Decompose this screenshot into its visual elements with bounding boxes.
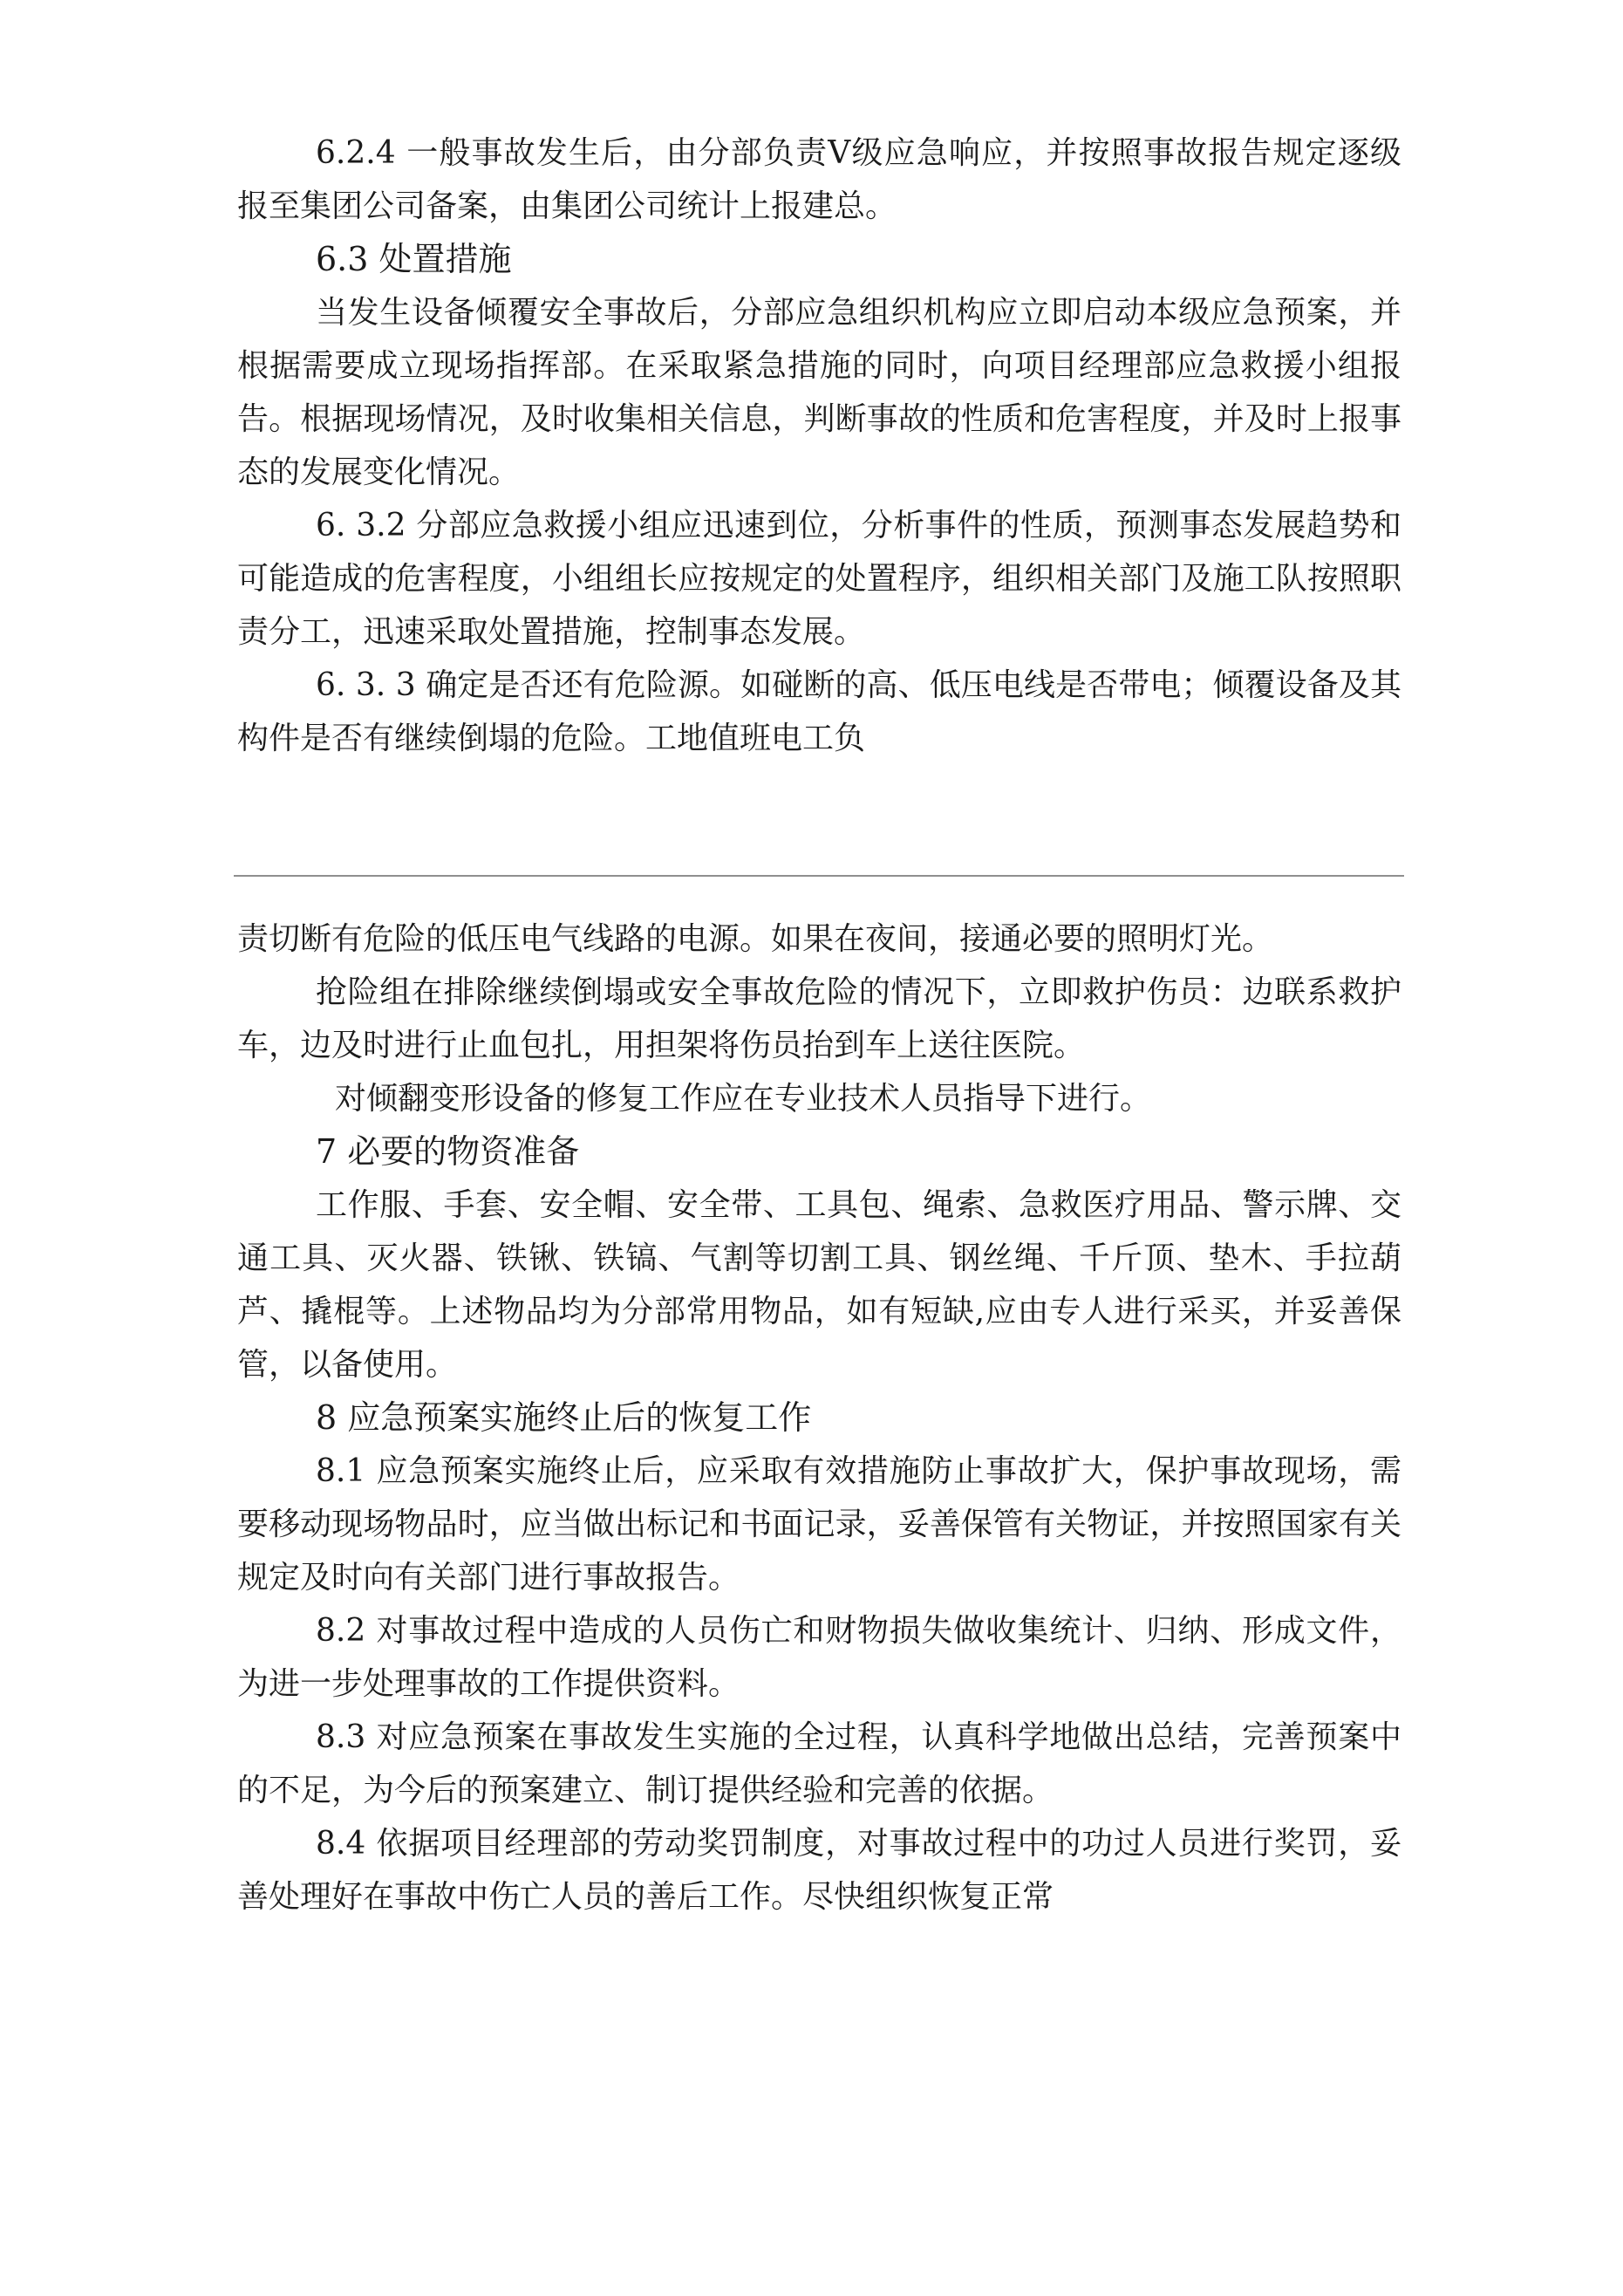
paragraph-8-4: 8.4 依据项目经理部的劳动奖罚制度，对事故过程中的功过人员进行奖罚，妥善处理好在事故中伤亡人员的善后工作。尽快组织恢复正常	[237, 1826, 1401, 1915]
paragraph-materials: 工作服、手套、安全帽、安全带、工具包、绳索、急救医疗用品、警示牌、交通工具、灭火器、铁锹、铁镐、气割等切割工具、钢丝绳、千斤顶、垫木、手拉葫芦、撬棍等。上述物品均为分部常用物品，如有短缺,应由专人进行采买，并妥善保管，以备使用。	[237, 1187, 1401, 1383]
paragraph-rescue: 抢险组在排除继续倒塌或安全事故危险的情况下，立即救护伤员：边联系救护车，边及时进行止血包扎，用担架将伤员抬到车上送往医院。	[237, 974, 1401, 1063]
paragraph-8-2: 8.2 对事故过程中造成的人员伤亡和财物损失做收集统计、归纳、形成文件，为进一步处理事故的工作提供资料。	[237, 1613, 1401, 1702]
paragraph-8-1: 8.1 应急预案实施终止后，应采取有效措施防止事故扩大，保护事故现场，需要移动现场物品时，应当做出标记和书面记录，妥善保管有关物证，并按照国家有关规定及时向有关部门进行事故报告。	[237, 1453, 1401, 1596]
paragraph-6-3-2: 6. 3.2 分部应急救援小组应迅速到位，分析事件的性质，预测事态发展趋势和可能造成的危害程度，小组组长应按规定的处置程序，组织相关部门及施工队按照职责分工，迅速采取处置措施，控制事态发展。	[237, 508, 1401, 650]
paragraph-continuation: 责切断有危险的低压电气线路的电源。如果在夜间，接通必要的照明灯光。	[237, 921, 1274, 957]
paragraph-6-2-4: 6.2.4 一般事故发生后，由分部负责Ⅴ级应急响应，并按照事故报告规定逐级报至集团公司备案，由集团公司统计上报建总。	[237, 135, 1401, 224]
page-bottom-text	[237, 912, 1401, 1924]
section-heading-7: 7 必要的物资准备	[316, 1132, 580, 1171]
page-top-text	[237, 126, 1401, 765]
paragraph-8-3: 8.3 对应急预案在事故发生实施的全过程，认真科学地做出总结，完善预案中的不足，为今后的预案建立、制订提供经验和完善的依据。	[237, 1719, 1401, 1808]
page-break-divider	[234, 875, 1404, 877]
section-heading-8: 8 应急预案实施终止后的恢复工作	[316, 1398, 812, 1437]
section-heading-6-3: 6.3 处置措施	[316, 240, 512, 278]
paragraph-6-3-3: 6. 3. 3 确定是否还有危险源。如碰断的高、低压电线是否带电；倾覆设备及其构件是否有继续倒塌的危险。工地值班电工负	[237, 667, 1401, 756]
paragraph-6-3-1: 当发生设备倾覆安全事故后，分部应急组织机构应立即启动本级应急预案，并根据需要成立现场指挥部。在采取紧急措施的同时，向项目经理部应急救援小组报告。根据现场情况，及时收集相关信息，判断事故的性质和危害程度，并及时上报事态的发展变化情况。	[237, 295, 1401, 490]
paragraph-repair: 对倾翻变形设备的修复工作应在专业技术人员指导下进行。	[335, 1081, 1152, 1117]
